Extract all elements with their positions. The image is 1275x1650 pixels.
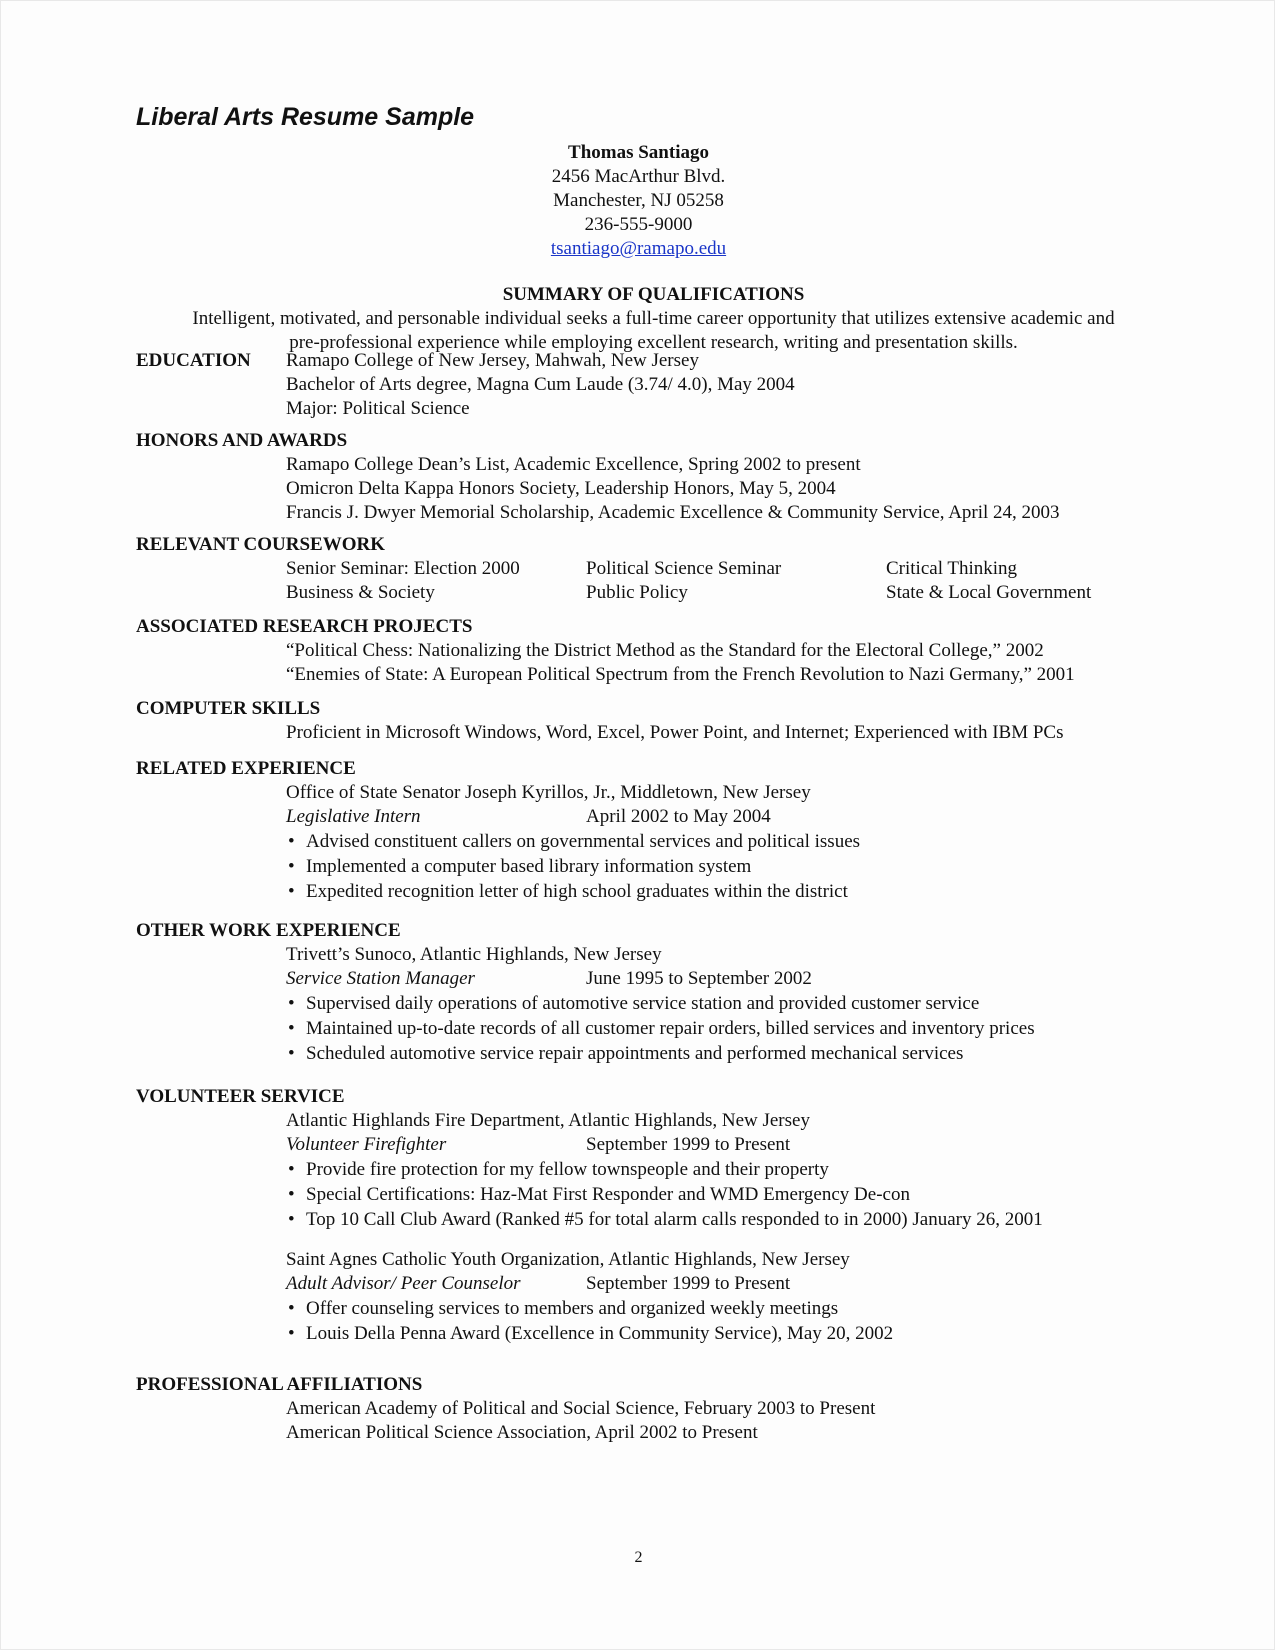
research-heading: ASSOCIATED RESEARCH PROJECTS	[136, 616, 473, 637]
honors-line: Omicron Delta Kappa Honors Society, Leadership Honors, May 5, 2004	[286, 478, 836, 499]
computer-skills-section	[136, 697, 1176, 745]
candidate-name: Thomas Santiago	[568, 142, 709, 163]
address-line-1: 2456 MacArthur Blvd.	[551, 166, 726, 187]
contact-header	[1, 141, 1275, 261]
job-dates: April 2002 to May 2004	[586, 806, 771, 827]
bullet-item: • Maintained up-to-date records of all customer repair orders, billed services and inventory prices	[286, 1016, 1176, 1041]
education-line: Bachelor of Arts degree, Magna Cum Laude (3.74/ 4.0), May 2004	[286, 374, 795, 395]
education-heading: EDUCATION	[136, 350, 251, 371]
job-dates: June 1995 to September 2002	[586, 968, 812, 989]
computer-skills-heading: COMPUTER SKILLS	[136, 698, 321, 719]
email-link[interactable]: tsantiago@ramapo.edu	[550, 238, 727, 259]
bullet-item: • Provide fire protection for my fellow townspeople and their property	[286, 1157, 1176, 1182]
volunteer-dates: September 1999 to Present	[586, 1134, 791, 1155]
document-title: Liberal Arts Resume Sample	[136, 103, 475, 131]
course-item: Senior Seminar: Election 2000	[286, 558, 520, 579]
organization-line: Atlantic Highlands Fire Department, Atlantic Highlands, New Jersey	[286, 1110, 810, 1131]
volunteer-role: Adult Advisor/ Peer Counselor	[286, 1273, 521, 1294]
education-line: Ramapo College of New Jersey, Mahwah, New Jersey	[286, 350, 699, 371]
bullet-item: • Supervised daily operations of automotive service station and provided customer service	[286, 991, 1176, 1016]
bullet-item: • Scheduled automotive service repair appointments and performed mechanical services	[286, 1041, 1176, 1066]
education-section	[136, 349, 1176, 421]
course-item: Critical Thinking	[886, 558, 1018, 579]
phone-number: 236-555-9000	[584, 214, 693, 235]
address-line-2: Manchester, NJ 05258	[553, 190, 724, 211]
employer-line: Office of State Senator Joseph Kyrillos, Jr., Middletown, New Jersey	[286, 782, 811, 803]
volunteer-dates: September 1999 to Present	[586, 1273, 791, 1294]
research-line: “Enemies of State: A European Political Spectrum from the French Revolution to Nazi Germany,” 2001	[286, 664, 1075, 685]
volunteer-heading: VOLUNTEER SERVICE	[136, 1086, 345, 1107]
education-line: Major: Political Science	[286, 398, 470, 419]
honors-line: Francis J. Dwyer Memorial Scholarship, Academic Excellence & Community Service, April 24, 2003	[286, 502, 1060, 523]
job-title: Legislative Intern	[286, 806, 421, 827]
bullet-item: • Implemented a computer based library information system	[286, 854, 1176, 879]
bullet-item: • Offer counseling services to members and organized weekly meetings	[286, 1296, 1176, 1321]
computer-skills-line: Proficient in Microsoft Windows, Word, Excel, Power Point, and Internet; Experienced with IBM PCs	[286, 722, 1064, 743]
bullet-item: • Louis Della Penna Award (Excellence in Community Service), May 20, 2002	[286, 1321, 1176, 1346]
summary-section	[131, 283, 1176, 355]
research-section	[136, 615, 1176, 687]
course-item: Public Policy	[586, 582, 688, 603]
related-experience-section	[136, 757, 1176, 904]
honors-section	[136, 429, 1176, 525]
summary-line: Intelligent, motivated, and personable individual seeks a full-time career opportunity that utilizes extensive academic and	[192, 308, 1115, 329]
organization-line: Saint Agnes Catholic Youth Organization, Atlantic Highlands, New Jersey	[286, 1249, 850, 1270]
page-number: 2	[634, 1549, 643, 1566]
course-item: Business & Society	[286, 582, 435, 603]
summary-heading: SUMMARY OF QUALIFICATIONS	[502, 284, 805, 305]
course-item: Political Science Seminar	[586, 558, 782, 579]
summary-line: pre-professional experience while employing excellent research, writing and presentation skills.	[289, 332, 1018, 353]
course-item: State & Local Government	[886, 582, 1092, 603]
affiliations-heading: PROFESSIONAL AFFILIATIONS	[136, 1374, 423, 1395]
affiliation-line: American Academy of Political and Social Science, February 2003 to Present	[286, 1398, 876, 1419]
honors-line: Ramapo College Dean’s List, Academic Excellence, Spring 2002 to present	[286, 454, 861, 475]
employer-line: Trivett’s Sunoco, Atlantic Highlands, New Jersey	[286, 944, 662, 965]
honors-heading: HONORS AND AWARDS	[136, 430, 348, 451]
job-title: Service Station Manager	[286, 968, 475, 989]
bullet-item: • Advised constituent callers on governmental services and political issues	[286, 829, 1176, 854]
coursework-heading: RELEVANT COURSEWORK	[136, 534, 385, 555]
affiliations-section	[136, 1373, 1176, 1445]
bullet-item: • Top 10 Call Club Award (Ranked #5 for total alarm calls responded to in 2000) January 26, 2001	[286, 1207, 1176, 1232]
volunteer-section	[136, 1085, 1176, 1346]
related-experience-heading: RELATED EXPERIENCE	[136, 758, 356, 779]
affiliation-line: American Political Science Association, April 2002 to Present	[286, 1422, 758, 1443]
bullet-item: • Expedited recognition letter of high school graduates within the district	[286, 879, 1176, 904]
coursework-section	[136, 533, 1176, 605]
other-experience-section	[136, 919, 1176, 1066]
bullet-item: • Special Certifications: Haz-Mat First Responder and WMD Emergency De-con	[286, 1182, 1176, 1207]
other-experience-heading: OTHER WORK EXPERIENCE	[136, 920, 401, 941]
research-line: “Political Chess: Nationalizing the District Method as the Standard for the Electoral College,” 2002	[286, 640, 1044, 661]
volunteer-role: Volunteer Firefighter	[286, 1134, 447, 1155]
